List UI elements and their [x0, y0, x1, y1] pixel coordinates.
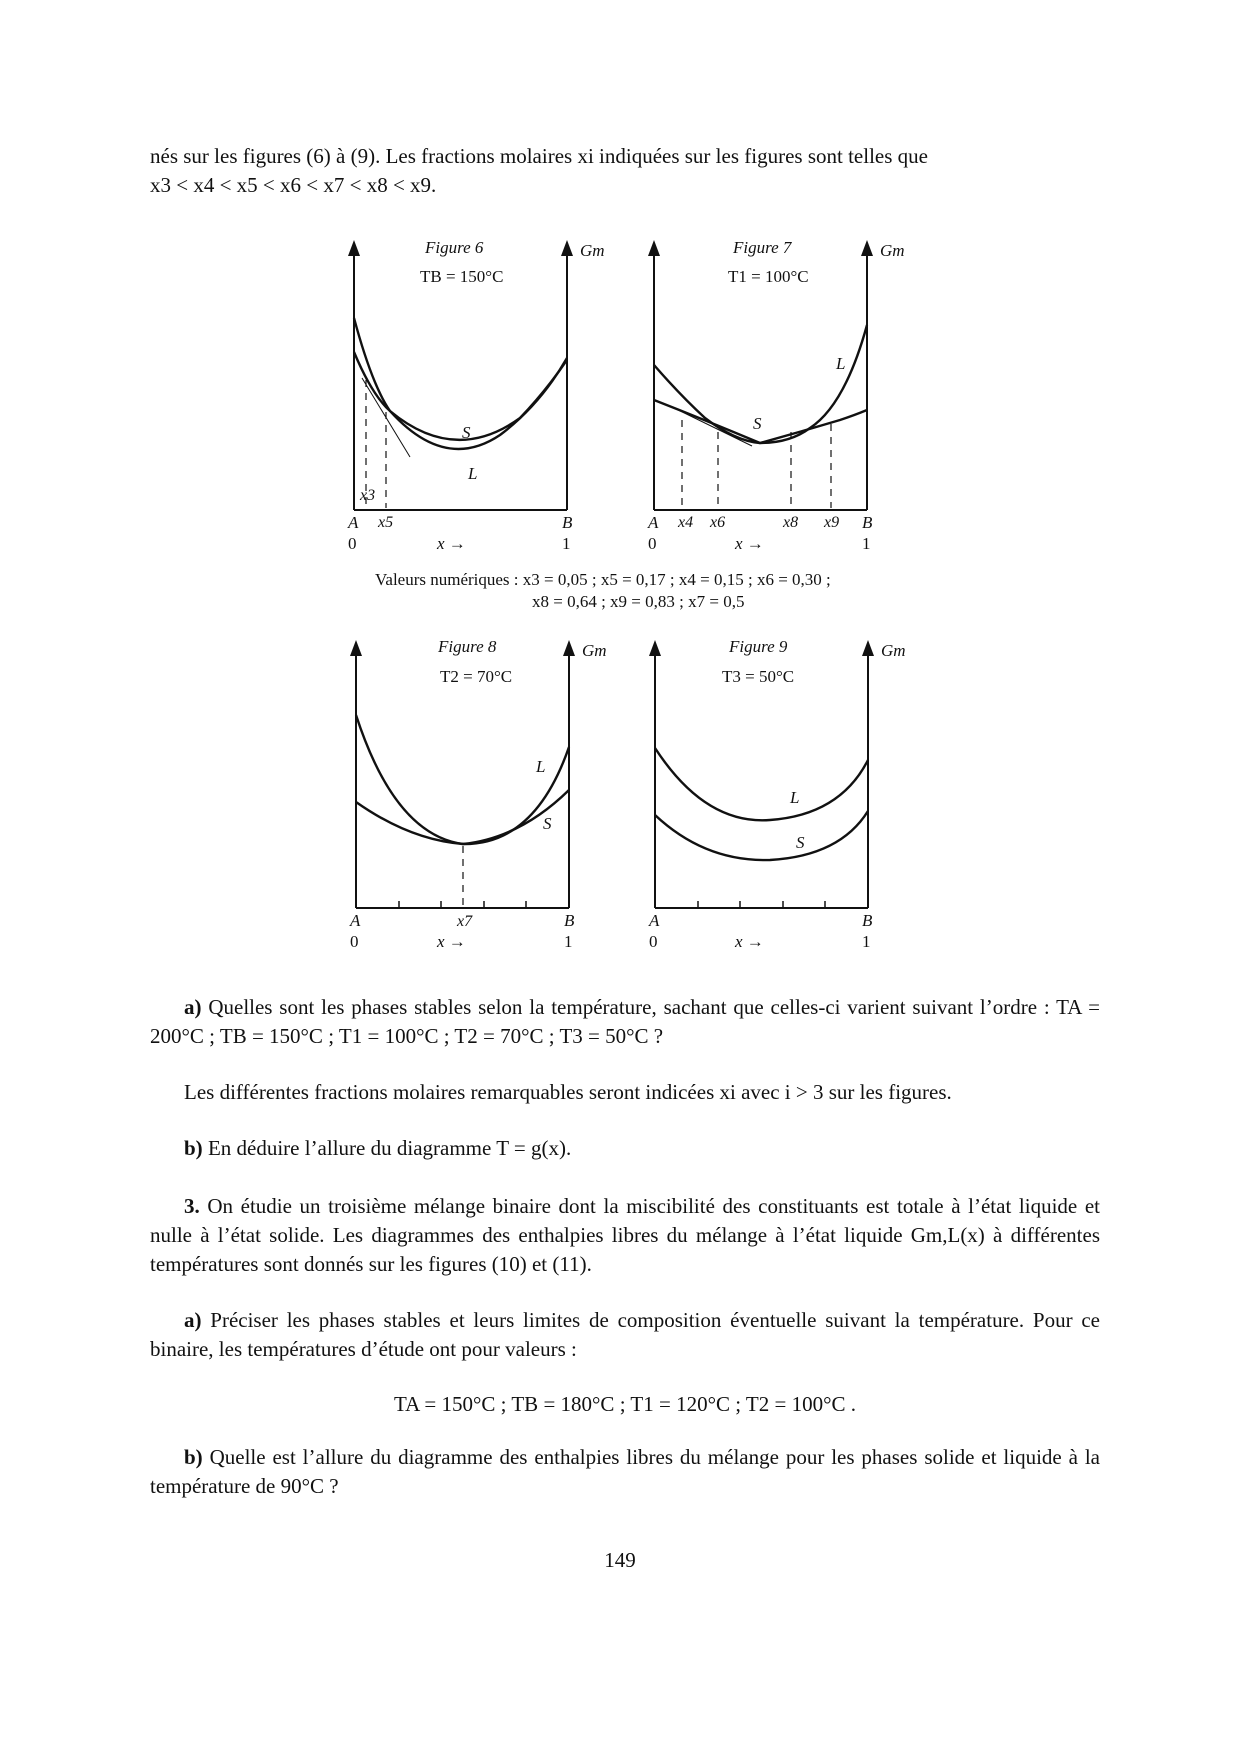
fig9-one: 1 — [862, 932, 871, 951]
fig7-mark-x9: x9 — [824, 514, 840, 531]
fig7-title: Figure 7 — [733, 238, 792, 257]
figure-7 — [647, 238, 905, 553]
question-a-text: Quelles sont les phases stables selon la température, sachant que celles-ci varient suivant l’ordre : TA = 200°C ; TB = 150°C ; T1 = 100°C ; T2 = 70°C ; T3 = 50°C ? — [150, 995, 1100, 1048]
part-3b-text: Quelle est l’allure du diagramme des enthalpies libres du mélange pour les phases solide et liquide à la température de 90°C ? — [150, 1445, 1101, 1498]
fig8-mark-x7: x7 — [457, 913, 473, 930]
question-b — [150, 1134, 1100, 1163]
question-a-label: a) — [184, 995, 202, 1019]
fig6-label-l: L — [468, 464, 478, 483]
fig7-one: 1 — [862, 534, 871, 553]
fig6-one: 1 — [562, 534, 571, 553]
note-indices: Les différentes fractions molaires remarquables seront indicées xi avec i > 3 sur les figures. — [184, 1080, 952, 1104]
fig7-label-b: B — [862, 513, 873, 532]
part-3a-label: a) — [184, 1308, 202, 1332]
fig9-temp: T3 = 50°C — [722, 667, 795, 686]
fig7-zero: 0 — [648, 534, 657, 553]
fig8-zero: 0 — [350, 932, 359, 951]
question-a — [150, 993, 1100, 1051]
fig6-mark-x3: x3 — [360, 487, 376, 504]
figure-9 — [648, 637, 906, 951]
question-b-text: En déduire l’allure du diagramme T = g(x). — [207, 1136, 572, 1160]
intro-line-2: x3 < x4 < x5 < x6 < x7 < x8 < x9. — [150, 173, 437, 197]
fig9-label-a: A — [649, 911, 660, 930]
part-3b-label: b) — [184, 1445, 203, 1469]
fig6-title: Figure 6 — [425, 238, 484, 257]
fig9-left-arrow — [649, 640, 661, 656]
figure-8 — [349, 637, 607, 951]
fig9-label-s: S — [796, 833, 805, 852]
part-3-question-b — [150, 1443, 1100, 1501]
fig8-left-arrow — [350, 640, 362, 656]
fig9-curve-liquid — [655, 748, 868, 820]
fig6-label-s: S — [462, 423, 471, 442]
fig8-label-s: S — [543, 814, 552, 833]
fig8-title: Figure 8 — [438, 637, 497, 656]
fig8-label-b: B — [564, 911, 575, 930]
fig6-zero: 0 — [348, 534, 357, 553]
fig7-right-arrow — [861, 240, 873, 256]
fig8-x-label: x → — [437, 932, 466, 951]
fig6-label-b: B — [562, 513, 573, 532]
fig9-right-arrow — [862, 640, 874, 656]
fig6-right-arrow — [561, 240, 573, 256]
fig7-left-arrow — [648, 240, 660, 256]
fig8-label-a: A — [350, 911, 361, 930]
fig6-label-a: A — [348, 513, 359, 532]
part-3-question-a — [150, 1306, 1100, 1364]
values-line-2: x8 = 0,64 ; x9 = 0,83 ; x7 = 0,5 — [532, 592, 745, 611]
fig7-x-label: x → — [735, 534, 764, 553]
page-number: 149 — [604, 1548, 636, 1572]
fig8-one: 1 — [564, 932, 573, 951]
fig7-mark-x6: x6 — [710, 514, 726, 531]
fig8-curve-solid — [356, 790, 569, 844]
fig9-label-l: L — [790, 788, 800, 807]
fig7-mark-x8: x8 — [783, 514, 799, 531]
fig6-gm-label: Gm — [580, 241, 605, 260]
part-3a-text: Préciser les phases stables et leurs limites de composition éventuelle suivant la température. Pour ce binaire, les températures d’étude ont pour valeurs : — [150, 1308, 1100, 1361]
fig7-mark-x4: x4 — [678, 514, 694, 531]
fig8-right-arrow — [563, 640, 575, 656]
question-b-label: b) — [184, 1136, 203, 1160]
fig8-temp: T2 = 70°C — [440, 667, 513, 686]
fig6-mark-x5: x5 — [378, 514, 394, 531]
fig8-label-l: L — [536, 757, 546, 776]
fig9-zero: 0 — [649, 932, 658, 951]
fig8-gm-label: Gm — [582, 641, 607, 660]
fig6-left-arrow — [348, 240, 360, 256]
fig6-x-label: x → — [437, 534, 466, 553]
fig6-temp: TB = 150°C — [420, 267, 504, 286]
temperatures-line: TA = 150°C ; TB = 180°C ; T1 = 120°C ; T2 = 100°C . — [394, 1392, 856, 1416]
fig9-gm-label: Gm — [881, 641, 906, 660]
part-3-text: On étudie un troisième mélange binaire dont la miscibilité des constituants est totale à l’état liquide et nulle à l’état solide. Les diagrammes des enthalpies libres du mélange à l’état liquide Gm,L(x) à différentes températures sont donnés sur les figures (10) et (11). — [150, 1194, 1100, 1276]
fig7-label-s: S — [753, 414, 762, 433]
fig7-label-l: L — [836, 354, 846, 373]
intro-line-1: nés sur les figures (6) à (9). Les fractions molaires xi indiquées sur les figures sont telles que — [150, 144, 928, 168]
fig9-label-b: B — [862, 911, 873, 930]
part-3-label: 3. — [184, 1194, 200, 1218]
values-line-1: Valeurs numériques : x3 = 0,05 ; x5 = 0,17 ; x4 = 0,15 ; x6 = 0,30 ; — [375, 570, 831, 589]
fig9-title: Figure 9 — [729, 637, 788, 656]
fig9-curve-solid — [655, 811, 868, 860]
fig7-temp: T1 = 100°C — [728, 267, 809, 286]
fig7-gm-label: Gm — [880, 241, 905, 260]
fig9-x-label: x → — [735, 932, 764, 951]
fig8-curve-liquid — [356, 715, 569, 844]
fig7-label-a: A — [648, 513, 659, 532]
part-3 — [150, 1192, 1100, 1279]
figure-6 — [347, 238, 605, 553]
